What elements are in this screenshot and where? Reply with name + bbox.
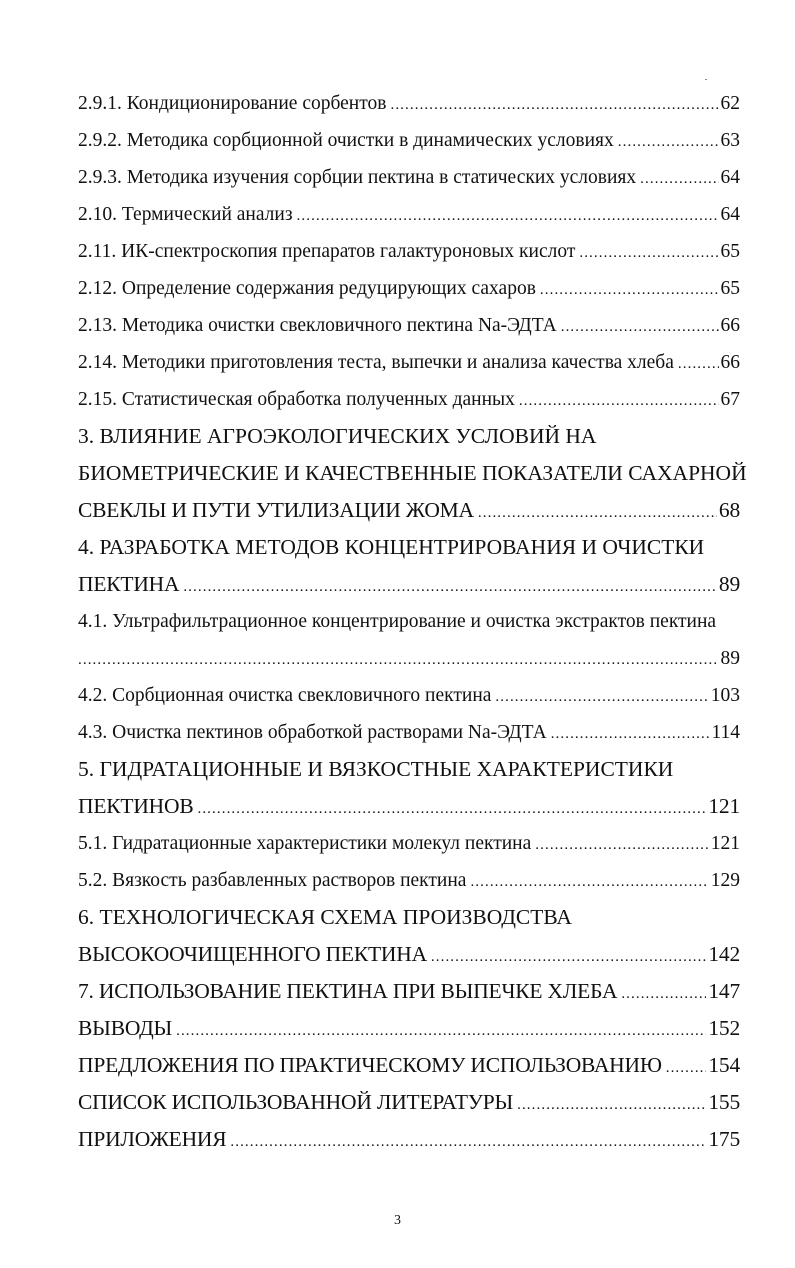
conclusions-page: 152 — [708, 1016, 740, 1040]
chapter-3-title-line-2: БИОМЕТРИЧЕСКИЕ И КАЧЕСТВЕННЫЕ ПОКАЗАТЕЛИ САХАРНОЙ — [78, 461, 747, 485]
dot-leader — [78, 642, 719, 679]
dot-leader — [519, 383, 719, 420]
dot-leader — [495, 679, 708, 716]
chapter-4-entry — [78, 566, 740, 603]
chapter-6-page: 142 — [708, 942, 740, 966]
toc-entry-title: 2.9.1. Кондиционирование сорбентов — [78, 93, 387, 114]
dot-leader — [183, 569, 717, 606]
dot-leader — [618, 124, 719, 161]
conclusions-title: ВЫВОДЫ — [78, 1016, 173, 1040]
dot-leader — [579, 235, 718, 272]
references-entry — [78, 1084, 740, 1121]
dot-leader — [540, 272, 719, 309]
section-5-2-entry — [78, 862, 740, 899]
dot-leader — [517, 1087, 706, 1124]
toc-entry-title: 2.10. Термический анализ — [78, 204, 293, 225]
chapter-3-page: 68 — [718, 498, 740, 522]
toc-entry-title: 2.13. Методика очистки свекловичного пектина Na-ЭДТА — [78, 315, 557, 336]
dot-leader — [297, 198, 719, 235]
proposals-page: 154 — [708, 1053, 740, 1077]
proposals-title: ПРЕДЛОЖЕНИЯ ПО ПРАКТИЧЕСКОМУ ИСПОЛЬЗОВАНИЮ — [78, 1053, 662, 1077]
chapter-5-page: 121 — [708, 794, 740, 818]
toc-entry — [78, 85, 740, 122]
toc-entry-page: 65 — [720, 278, 740, 299]
dot-leader — [640, 161, 718, 198]
toc-entry-title: 2.9.2. Методика сорбционной очистки в динамических условиях — [78, 130, 614, 151]
references-title: СПИСОК ИСПОЛЬЗОВАННОЙ ЛИТЕРАТУРЫ — [78, 1090, 514, 1114]
toc-entry — [78, 233, 740, 270]
section-4-1-page: 89 — [720, 648, 740, 669]
references-page: 155 — [708, 1090, 740, 1114]
section-5-1-page: 121 — [710, 833, 740, 854]
toc-entry-page: 66 — [720, 352, 740, 373]
toc-entry — [78, 344, 740, 381]
chapter-6-entry — [78, 936, 740, 973]
section-4-3-title: 4.3. Очистка пектинов обработкой растворами Na-ЭДТА — [78, 722, 547, 743]
appendices-page: 175 — [708, 1127, 740, 1151]
dot-leader — [176, 1013, 706, 1050]
toc-entry-title: 2.15. Статистическая обработка полученных данных — [78, 389, 515, 410]
toc-entry — [78, 196, 740, 233]
toc-entry-title: 2.14. Методики приготовления теста, выпечки и анализа качества хлеба — [78, 352, 674, 373]
section-4-2-page: 103 — [710, 685, 740, 706]
section-4-3-page: 114 — [711, 722, 740, 743]
section-4-2-title: 4.2. Сорбционная очистка свекловичного пектина — [78, 685, 492, 706]
toc-entry-page: 63 — [720, 130, 740, 151]
toc-entry-title: 2.9.3. Методика изучения сорбции пектина в статических условиях — [78, 167, 637, 188]
dot-leader — [551, 716, 710, 753]
toc-entry — [78, 159, 740, 196]
chapter-4-title-line-1: 4. РАЗРАБОТКА МЕТОДОВ КОНЦЕНТРИРОВАНИЯ И ОЧИСТКИ — [78, 535, 705, 559]
dot-leader — [230, 1124, 706, 1161]
proposals-entry — [78, 1047, 740, 1084]
dot-leader — [535, 827, 708, 864]
chapter-5-title-line-1: 5. ГИДРАТАЦИОННЫЕ И ВЯЗКОСТНЫЕ ХАРАКТЕРИСТИКИ — [78, 757, 674, 781]
toc-entry-page: 67 — [720, 389, 740, 410]
toc-entry-page: 64 — [720, 167, 740, 188]
chapter-5-entry — [78, 788, 740, 825]
toc-entry-page: 62 — [720, 93, 740, 114]
conclusions-entry — [78, 1010, 740, 1047]
section-5-2-title: 5.2. Вязкость разбавленных растворов пектина — [78, 870, 467, 891]
dot-leader — [621, 976, 706, 1013]
chapter-7-title: 7. ИСПОЛЬЗОВАНИЕ ПЕКТИНА ПРИ ВЫПЕЧКЕ ХЛЕБА — [78, 979, 618, 1003]
chapter-6-title-line-1: 6. ТЕХНОЛОГИЧЕСКАЯ СХЕМА ПРОИЗВОДСТВА — [78, 905, 572, 929]
toc-entry-title: 2.12. Определение содержания редуцирующих сахаров — [78, 278, 536, 299]
section-4-1-entry — [78, 640, 740, 677]
section-4-1-title: 4.1. Ультрафильтрационное концентрирование и очистка экстрактов пектина — [78, 611, 717, 632]
page-number: 3 — [394, 1213, 401, 1228]
toc-entry-page: 64 — [720, 204, 740, 225]
section-5-1-entry — [78, 825, 740, 862]
appendices-title: ПРИЛОЖЕНИЯ — [78, 1127, 227, 1151]
chapter-4-page: 89 — [718, 572, 740, 596]
appendices-entry — [78, 1121, 740, 1158]
toc-entry-title: 2.11. ИК-спектроскопия препаратов галактуроновых кислот — [78, 241, 576, 262]
section-4-3-entry — [78, 714, 740, 751]
chapter-7-page: 147 — [708, 979, 740, 1003]
dot-leader — [678, 346, 719, 383]
toc-entry-page: 65 — [720, 241, 740, 262]
toc-entry — [78, 122, 740, 159]
scan-speck — [705, 79, 707, 80]
dot-leader — [666, 1050, 707, 1087]
dot-leader — [390, 87, 718, 124]
chapter-6-title-line-2: ВЫСОКООЧИЩЕННОГО ПЕКТИНА — [78, 942, 427, 966]
chapter-7-entry — [78, 973, 740, 1010]
chapter-5-title-line-2: ПЕКТИНОВ — [78, 794, 194, 818]
dot-leader — [197, 791, 706, 828]
toc-entry — [78, 381, 740, 418]
chapter-3-title-line-1: 3. ВЛИЯНИЕ АГРОЭКОЛОГИЧЕСКИХ УСЛОВИЙ НА — [78, 424, 597, 448]
chapter-4-title-line-2: ПЕКТИНА — [78, 572, 180, 596]
toc-entry — [78, 270, 740, 307]
section-5-2-page: 129 — [710, 870, 740, 891]
section-4-2-entry — [78, 677, 740, 714]
dot-leader — [561, 309, 719, 346]
chapter-3-title-line-3: СВЕКЛЫ И ПУТИ УТИЛИЗАЦИИ ЖОМА — [78, 498, 474, 522]
toc-entry — [78, 307, 740, 344]
chapter-3-entry — [78, 492, 740, 529]
dot-leader — [431, 939, 706, 976]
toc-entry-page: 66 — [720, 315, 740, 336]
section-5-1-title: 5.1. Гидратационные характеристики молекул пектина — [78, 833, 532, 854]
dot-leader — [470, 864, 708, 901]
table-of-contents — [78, 85, 747, 1158]
dot-leader — [478, 495, 717, 532]
